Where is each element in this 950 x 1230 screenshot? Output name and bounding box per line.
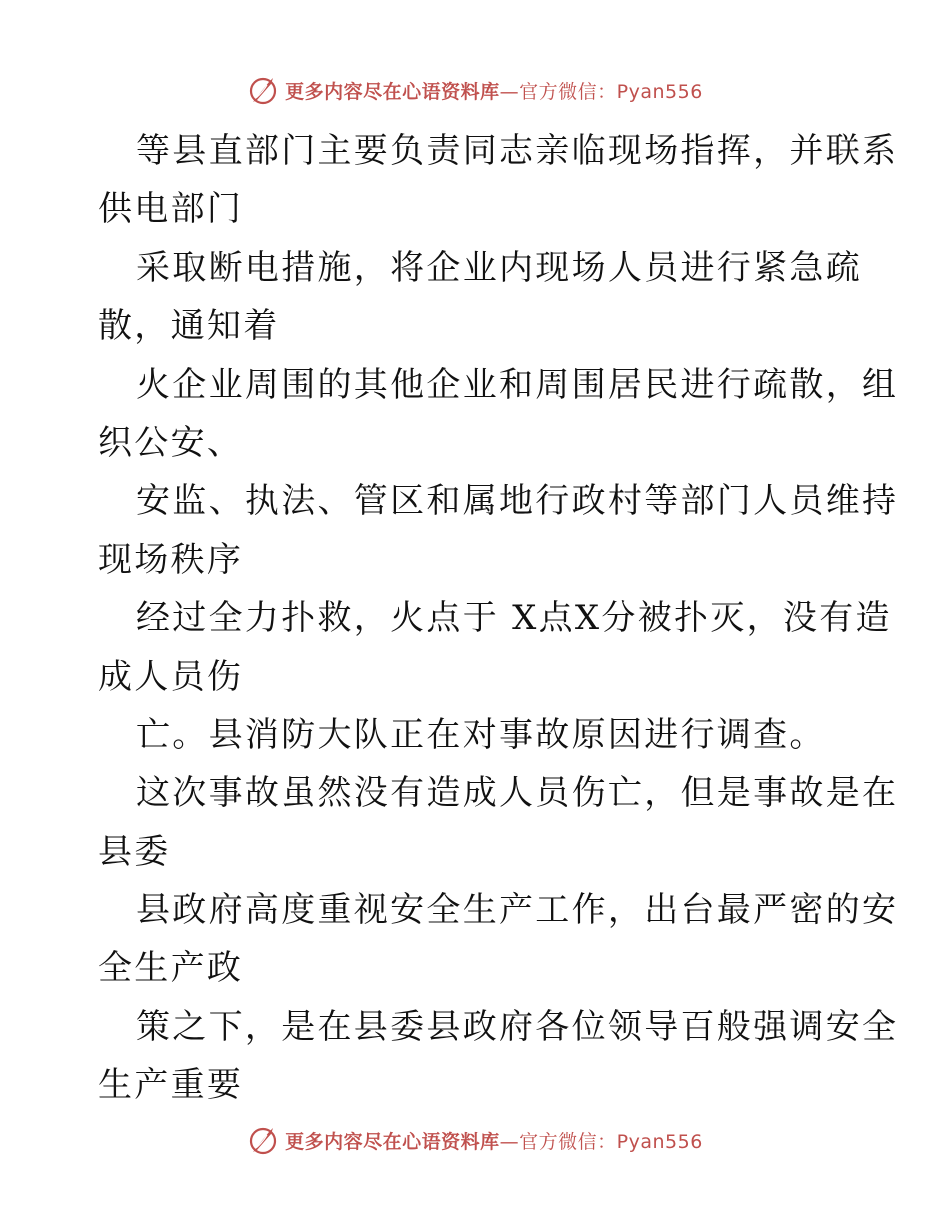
- text-line: 县委: [98, 831, 171, 872]
- header-banner: [0, 70, 950, 110]
- text-line: 策之下，是在县委县政府各位领导百般强调安全: [136, 1006, 899, 1047]
- header-wechat-text: 官方微信：Pyan556: [519, 80, 703, 103]
- footer-banner-text: [285, 1127, 703, 1154]
- footer-wechat-text: 官方微信：Pyan556: [519, 1130, 703, 1153]
- text-line: 亡。县消防大队正在对事故原因进行调查。: [136, 714, 826, 755]
- document-body: [98, 122, 899, 1115]
- text-line: 经过全力扑救，火点于 X点X分被扑灭，没有造: [136, 598, 892, 639]
- text-line: 全生产政: [98, 948, 244, 989]
- footer-banner: [0, 1120, 950, 1160]
- header-banner-text: [285, 77, 703, 104]
- footer-separator: —: [499, 1130, 520, 1153]
- text-line: 织公安、: [98, 422, 244, 463]
- footer-site-text: 更多内容尽在心语资料库: [285, 1130, 500, 1153]
- text-line: 这次事故虽然没有造成人员伤亡，但是事故是在: [136, 773, 899, 814]
- text-line: 散，通知着: [98, 306, 280, 347]
- text-line: 采取断电措施，将企业内现场人员进行紧急疏: [136, 247, 862, 288]
- text-line: 成人员伤: [98, 656, 244, 697]
- header-site-text: 更多内容尽在心语资料库: [285, 80, 500, 103]
- text-line: 安监、执法、管区和属地行政村等部门人员维持: [136, 481, 899, 522]
- text-line: 供电部门: [98, 189, 244, 230]
- quill-pen-logo-icon: [247, 74, 279, 106]
- text-line: 等县直部门主要负责同志亲临现场指挥，并联系: [136, 131, 899, 171]
- text-line: 县政府高度重视安全生产工作，出台最严密的安: [136, 890, 899, 931]
- text-line: 火企业周围的其他企业和周围居民进行疏散，组: [136, 364, 899, 405]
- text-line: 现场秩序: [98, 539, 244, 580]
- text-line: 生产重要: [98, 1065, 244, 1106]
- header-separator: —: [499, 80, 520, 103]
- quill-pen-logo-icon: [247, 1124, 279, 1156]
